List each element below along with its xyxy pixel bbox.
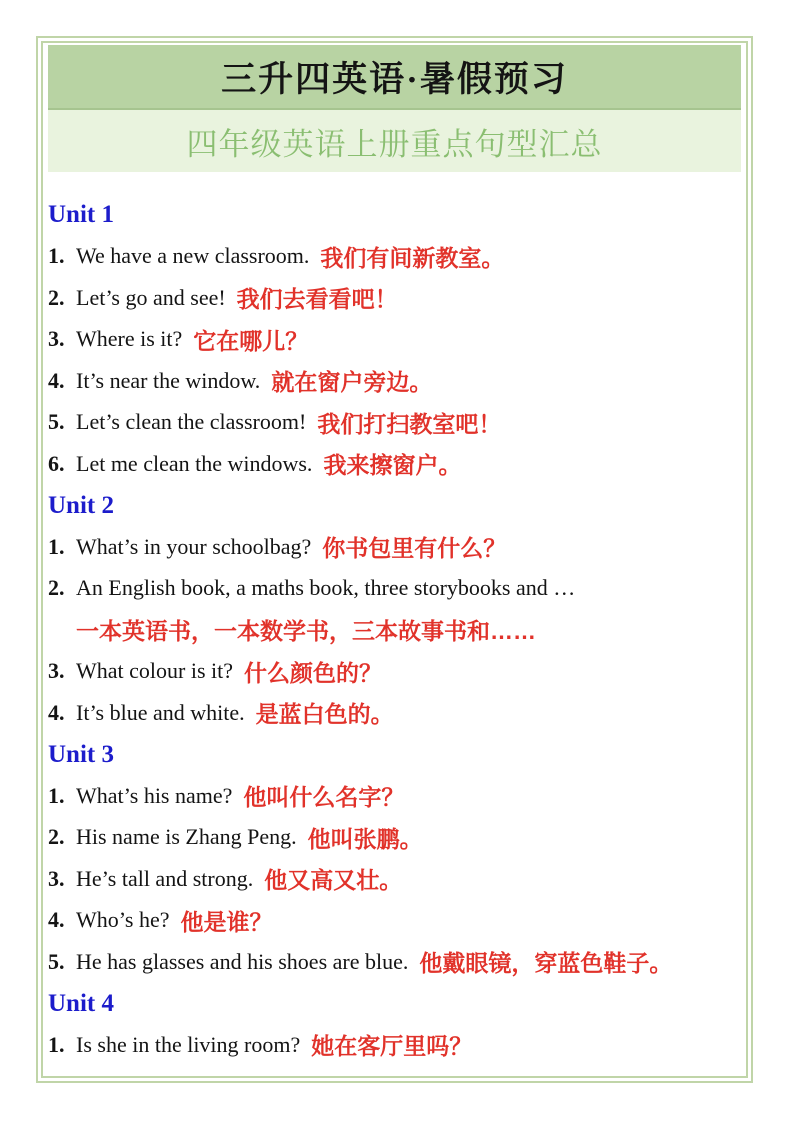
chinese-text: 我们去看看吧！ (236, 286, 398, 313)
english-text: What’s his name? (76, 782, 233, 808)
sentence-line (48, 692, 741, 734)
english-text: Let me clean the windows. (76, 450, 313, 476)
sentence-line (48, 319, 741, 361)
sentence-line (48, 817, 741, 859)
chinese-text: 他是谁？ (180, 908, 273, 935)
item-number: 1. (48, 782, 65, 808)
sentence-line (48, 568, 741, 610)
english-text: Where is it? (76, 326, 183, 352)
item-number: 4. (48, 907, 65, 933)
english-text: We have a new classroom. (76, 243, 310, 269)
english-text: He’s tall and strong. (76, 865, 254, 891)
sentence-line (48, 443, 741, 485)
chinese-text: 他叫什么名字？ (243, 784, 405, 811)
english-text: He has glasses and his shoes are blue. (76, 948, 409, 974)
chinese-text: 他叫张鹏。 (307, 825, 423, 852)
sentence-line (48, 651, 741, 693)
english-text: His name is Zhang Peng. (76, 824, 297, 850)
page-frame (36, 36, 753, 1083)
english-text: Who’s he? (76, 907, 170, 933)
chinese-text: 他又高又壮。 (264, 867, 403, 894)
document-body (48, 172, 741, 1066)
item-number: 4. (48, 699, 65, 725)
chinese-text: 她在客厅里吗？ (311, 1033, 473, 1060)
subtitle-banner (48, 110, 741, 172)
item-number: 6. (48, 450, 65, 476)
item-number: 4. (48, 367, 65, 393)
chinese-text: 他戴眼镜，穿蓝色鞋子。 (419, 950, 673, 977)
unit-heading: Unit 1 (48, 201, 114, 228)
chinese-text: 我们有间新教室。 (320, 244, 505, 271)
sentence-line (48, 941, 741, 983)
english-text: An English book, a maths book, three storybooks and … (76, 575, 576, 601)
unit-section (48, 194, 741, 485)
item-number: 3. (48, 865, 65, 891)
english-text: It’s near the window. (76, 367, 261, 393)
sentence-line (48, 858, 741, 900)
item-number: 3. (48, 326, 65, 352)
item-number: 1. (48, 533, 65, 559)
item-number: 1. (48, 243, 65, 269)
sentence-line (48, 526, 741, 568)
item-number: 5. (48, 409, 65, 435)
chinese-text: 你书包里有什么？ (322, 535, 507, 562)
chinese-text: 是蓝白色的。 (255, 701, 394, 728)
english-text: Let’s clean the classroom! (76, 409, 307, 435)
unit-section (48, 983, 741, 1066)
item-number: 2. (48, 575, 65, 601)
chinese-text: 就在窗户旁边。 (271, 369, 433, 396)
sentence-line (48, 360, 741, 402)
unit-heading: Unit 3 (48, 740, 114, 768)
document-title: 三升四英语·暑假预习 (221, 59, 568, 99)
title-banner (48, 45, 741, 110)
item-number: 2. (48, 824, 65, 850)
sentence-line (48, 900, 741, 942)
english-text: What’s in your schoolbag? (76, 533, 312, 559)
units-list (48, 194, 741, 1066)
english-text: Is she in the living room? (76, 1031, 301, 1057)
chinese-text: 它在哪儿？ (193, 327, 309, 354)
item-number: 3. (48, 658, 65, 684)
chinese-text: 什么颜色的？ (244, 659, 383, 686)
unit-heading: Unit 4 (48, 989, 114, 1017)
item-number: 2. (48, 284, 65, 310)
unit-section (48, 734, 741, 983)
english-text: What colour is it? (76, 658, 234, 684)
item-number: 1. (48, 1031, 65, 1057)
unit-section (48, 485, 741, 734)
chinese-text: 一本英语书，一本数学书，三本故事书和…… (76, 618, 536, 645)
chinese-text: 我们打扫教室吧！ (317, 410, 502, 437)
unit-heading: Unit 2 (48, 491, 114, 519)
sentence-line (48, 277, 741, 319)
sentence-line (48, 1024, 741, 1066)
english-text: It’s blue and white. (76, 699, 245, 725)
chinese-text: 我来擦窗户。 (323, 452, 462, 479)
english-text: Let’s go and see! (76, 284, 226, 310)
sentence-line (48, 775, 741, 817)
item-number: 5. (48, 948, 65, 974)
chinese-translation-line (48, 609, 741, 651)
sentence-line (48, 402, 741, 444)
document-subtitle: 四年级英语上册重点句型汇总 (186, 126, 603, 162)
sentence-line (48, 236, 741, 278)
